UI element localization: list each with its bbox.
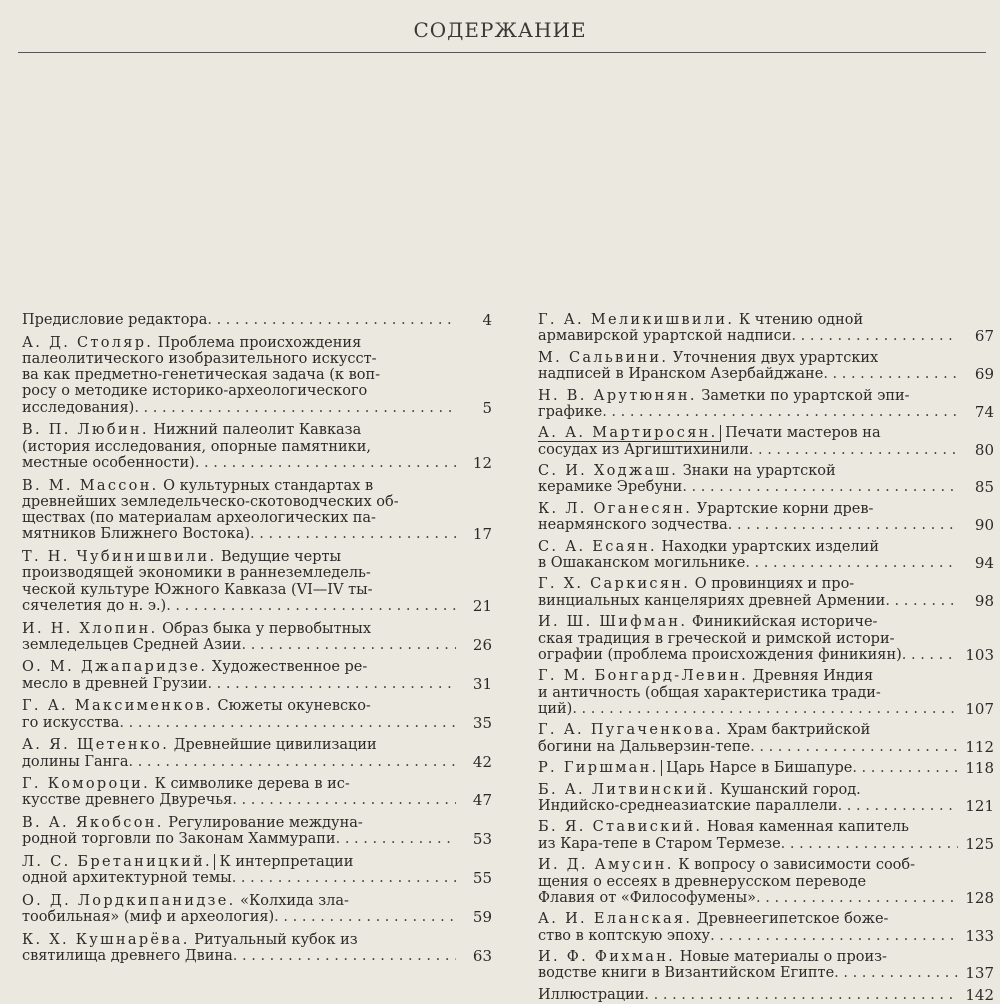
entry-line <box>538 760 958 776</box>
entry-line <box>22 659 456 675</box>
entry-line <box>538 836 958 852</box>
leader-dots <box>781 836 958 852</box>
entry-author: А. Д. Столяр. <box>22 334 154 351</box>
page-number: 26 <box>472 635 492 654</box>
entry-author: Б. А. Литвинский. <box>538 781 716 798</box>
entry-title: ва как предметно-генетическая задача (к воп- <box>22 367 381 384</box>
entry-line <box>22 383 456 399</box>
page-number: 55 <box>472 869 492 888</box>
entry-line <box>22 815 456 831</box>
entry-title: Новая каменная капитель <box>702 819 909 836</box>
entry-line <box>538 798 958 814</box>
entry-author: А. И. Еланская. <box>538 911 693 928</box>
entry-line <box>22 494 456 510</box>
toc-entry[interactable] <box>22 478 492 543</box>
entry-line <box>538 874 958 890</box>
entry-title: Флавия от «Философумены» <box>538 889 757 906</box>
toc-entry[interactable] <box>22 854 492 887</box>
entry-line <box>538 614 958 630</box>
page-number: 42 <box>472 752 492 771</box>
toc-entry[interactable] <box>22 335 492 416</box>
leader-dots <box>710 928 958 944</box>
entry-author: Г. Комороци. <box>22 776 150 793</box>
page-number: 118 <box>965 759 994 778</box>
entry-author: М. Сальвини. <box>538 349 669 366</box>
entry-title: Урартские корни древ- <box>692 500 874 517</box>
entry-title: земледельцев Средней Азии <box>22 636 242 653</box>
leader-dots <box>838 798 958 814</box>
toc-entry[interactable] <box>538 350 994 383</box>
leader-dots <box>902 647 958 663</box>
entry-line <box>538 685 958 701</box>
entry-title: К чтению одной <box>734 312 864 328</box>
entry-title: го искусства <box>22 714 120 731</box>
entry-title: Храм бактрийской <box>722 722 871 739</box>
toc-entry[interactable] <box>538 949 994 982</box>
entry-title: мятников Ближнего Востока) <box>22 526 251 543</box>
entry-author: О. М. Джапаридзе. <box>22 659 208 676</box>
entry-line <box>22 792 456 808</box>
entry-line <box>538 517 958 533</box>
toc-entry[interactable] <box>538 668 994 717</box>
entry-title: Ритуальный кубок из <box>189 931 358 948</box>
entry-author: Н. В. Арутюнян. <box>538 387 697 404</box>
entry-line <box>22 312 456 328</box>
page-number: 59 <box>472 908 492 927</box>
entry-title: Находки урартских изделий <box>656 538 879 555</box>
entry-title: и античность (общая характеристика тради- <box>538 684 881 701</box>
leader-dots <box>852 760 958 776</box>
entry-title: святилища древнего Двина <box>22 947 233 964</box>
page-number: 112 <box>965 737 994 756</box>
page-number: 137 <box>965 964 994 983</box>
entry-line <box>22 526 456 542</box>
page-number: 133 <box>965 926 994 945</box>
page-number: 67 <box>974 327 994 346</box>
leader-dots <box>728 517 958 533</box>
entry-line <box>538 949 958 965</box>
entry-title: родной торговли по Законам Хаммурапи <box>22 831 336 848</box>
entry-title: Предисловие редактора <box>22 312 208 328</box>
entry-title: О провинциях и про- <box>690 576 855 593</box>
entry-line <box>22 715 456 731</box>
entry-line <box>22 351 456 367</box>
entry-title: керамике Эребуни <box>538 479 683 496</box>
leader-dots <box>232 792 456 808</box>
page-number: 94 <box>974 553 994 572</box>
page-number: 4 <box>482 311 492 329</box>
entry-title: Образ быка у первобытных <box>157 620 371 637</box>
entry-author: Л. С. Бретаницкий. <box>22 854 215 870</box>
entry-line <box>538 555 958 571</box>
entry-title: Нижний палеолит Кавказа <box>148 422 362 439</box>
leader-dots <box>834 965 958 981</box>
entry-title: «Колхида зла- <box>235 892 349 909</box>
page-title: СОДЕРЖАНИЕ <box>413 18 587 42</box>
entry-author: А. Я. Щетенко. <box>22 737 170 754</box>
entry-line <box>538 350 958 366</box>
entry-title: производящей экономики в раннеземледель- <box>22 565 371 582</box>
entry-author: Б. Я. Ставиский. <box>538 819 703 836</box>
toc-entry[interactable] <box>538 987 994 1003</box>
entry-title: Иллюстрации <box>538 986 645 1003</box>
entry-line <box>22 422 456 438</box>
leader-dots <box>134 400 456 416</box>
entry-author: С. А. Есаян. <box>538 538 657 555</box>
entry-title: Художественное ре- <box>207 659 368 676</box>
entry-line <box>538 593 958 609</box>
toc-entry[interactable] <box>538 312 994 345</box>
page-number: 12 <box>472 453 492 472</box>
leader-dots <box>745 555 958 571</box>
leader-dots <box>119 715 456 731</box>
entry-line <box>538 965 958 981</box>
entry-title: ская традиция в греческой и римской истори- <box>538 630 895 647</box>
leader-dots <box>823 366 958 382</box>
entry-line <box>22 932 456 948</box>
page-number: 80 <box>974 440 994 459</box>
page-number: 142 <box>965 985 994 1004</box>
entry-line <box>22 854 456 870</box>
page-number: 74 <box>974 402 994 421</box>
toc-entry[interactable] <box>22 932 492 965</box>
entry-title: Регулирование междуна- <box>163 814 363 831</box>
entry-title: Знаки на урартской <box>678 463 836 480</box>
entry-line <box>538 404 958 420</box>
entry-line <box>22 510 456 526</box>
entry-line <box>538 312 958 328</box>
entry-line <box>22 776 456 792</box>
toc-entry[interactable] <box>22 621 492 654</box>
entry-line <box>538 366 958 382</box>
entry-title: одной архитектурной темы <box>22 870 232 887</box>
entry-title: сячелетия до н. э.) <box>22 597 167 614</box>
entry-title: Древнейшие цивилизации <box>169 737 377 754</box>
toc-entry[interactable] <box>538 857 994 906</box>
leader-dots <box>207 676 456 692</box>
entry-author: О. Д. Лордкипанидзе. <box>22 892 236 909</box>
entry-title: К вопросу о зависимости сооб- <box>673 857 916 874</box>
entry-line <box>22 582 456 598</box>
entry-line <box>22 948 456 964</box>
entry-line <box>538 539 958 555</box>
entry-line <box>538 739 958 755</box>
toc-entry[interactable] <box>538 388 994 421</box>
entry-title: богини на Дальверзин-тепе <box>538 738 751 755</box>
leader-dots <box>274 909 456 925</box>
entry-line <box>22 455 456 471</box>
toc-entry[interactable] <box>538 819 994 852</box>
entry-title: ческой культуре Южного Кавказа (VI—IV ты- <box>22 581 373 598</box>
entry-title: Царь Нарсе в Бишапуре <box>661 760 853 777</box>
entry-line <box>538 328 958 344</box>
entry-title: Новые материалы о произ- <box>675 949 887 966</box>
leader-dots <box>250 526 456 542</box>
leader-dots <box>232 870 456 886</box>
page-number: 53 <box>472 830 492 849</box>
leader-dots <box>602 404 958 420</box>
page-number: 121 <box>965 796 994 815</box>
entry-author: А. А. Мартиросян. <box>538 425 721 441</box>
entry-line <box>22 909 456 925</box>
entry-line <box>22 870 456 886</box>
page-number: 69 <box>974 365 994 384</box>
toc-entry[interactable] <box>22 698 492 731</box>
toc-entry[interactable] <box>22 815 492 848</box>
entry-line <box>538 668 958 684</box>
entry-title: Ведущие черты <box>216 549 342 566</box>
leader-dots <box>207 312 456 328</box>
entry-line <box>538 782 958 798</box>
entry-author: Г. Х. Саркисян. <box>538 576 691 593</box>
page-number: 21 <box>472 596 492 615</box>
page-number: 90 <box>974 516 994 535</box>
toc-entry[interactable] <box>538 463 994 496</box>
title-rule <box>18 52 986 53</box>
toc-entry[interactable] <box>538 539 994 572</box>
entry-author: Г. А. Меликишвили. <box>538 312 735 328</box>
entry-line <box>22 549 456 565</box>
entry-title: кусстве древнего Двуречья <box>22 792 233 809</box>
toc-entry[interactable] <box>22 893 492 926</box>
entry-title: тообильная» (миф и археология) <box>22 909 275 926</box>
entry-author: Г. А. Максименков. <box>22 698 213 715</box>
entry-title: Финикийская историче- <box>687 614 878 631</box>
entry-author: В. М. Массон. <box>22 477 159 494</box>
leader-dots <box>572 701 958 717</box>
toc-entry[interactable] <box>538 425 994 458</box>
entry-line <box>538 928 958 944</box>
entry-line <box>22 565 456 581</box>
entry-title: надписей в Иранском Азербайджане <box>538 366 824 383</box>
leader-dots <box>885 593 958 609</box>
entry-line <box>22 478 456 494</box>
page-number: 31 <box>472 674 492 693</box>
toc-entry[interactable] <box>538 760 994 776</box>
entry-line <box>22 598 456 614</box>
leader-dots <box>644 987 958 1003</box>
entry-line <box>538 631 958 647</box>
leader-dots <box>750 739 958 755</box>
entry-title: сосудах из Аргиштихинили <box>538 441 749 458</box>
entry-title: Заметки по урартской эпи- <box>696 387 910 404</box>
entry-line <box>538 987 958 1003</box>
page-number: 103 <box>965 645 994 664</box>
entry-title: Печати мастеров на <box>720 425 881 442</box>
toc-entry[interactable] <box>538 614 994 663</box>
entry-title: армавирской урартской надписи <box>538 328 792 345</box>
entry-title: месло в древней Грузии <box>22 675 208 692</box>
entry-author: В. П. Любин. <box>22 422 149 439</box>
entry-title: в Ошаканском могильнике <box>538 554 746 571</box>
entry-title: местные особенности) <box>22 454 195 471</box>
entry-line <box>538 722 958 738</box>
entry-title: К интерпретации <box>214 853 354 870</box>
leader-dots <box>756 890 958 906</box>
entry-line <box>538 479 958 495</box>
entry-line <box>22 637 456 653</box>
entry-line <box>22 367 456 383</box>
page-number: 85 <box>974 478 994 497</box>
entry-line <box>22 676 456 692</box>
page-number: 98 <box>974 591 994 610</box>
toc-entry[interactable] <box>538 576 994 609</box>
entry-line <box>22 335 456 351</box>
leader-dots <box>166 598 456 614</box>
entry-title: неармянского зодчества <box>538 517 728 534</box>
entry-line <box>22 439 456 455</box>
entry-line <box>538 857 958 873</box>
entry-line <box>538 576 958 592</box>
toc-column-right <box>538 312 994 1003</box>
entry-line <box>538 701 958 717</box>
entry-title: исследования) <box>22 399 135 416</box>
toc-entry[interactable] <box>538 782 994 815</box>
entry-title: древнейших земледельческо-скотоводческих об- <box>22 493 399 510</box>
entry-line <box>22 754 456 770</box>
entry-title: ществах (по материалам археологических па- <box>22 510 376 527</box>
entry-title: ство в коптскую эпоху <box>538 927 711 944</box>
entry-title: Сюжеты окуневско- <box>212 698 371 715</box>
entry-title: Индийско-среднеазиатские параллели <box>538 797 838 814</box>
entry-title: Кушанский город. <box>715 781 861 798</box>
toc-entry[interactable] <box>538 501 994 534</box>
leader-dots <box>195 455 456 471</box>
page-number: 128 <box>965 888 994 907</box>
entry-title: Проблема происхождения <box>153 334 362 351</box>
entry-title: Древнеегипетское боже- <box>692 911 889 928</box>
toc-entry[interactable] <box>22 312 492 328</box>
entry-title: винциальных канцеляриях древней Армении <box>538 592 886 609</box>
entry-title: Уточнения двух урартских <box>668 349 879 366</box>
entry-author: В. А. Якобсон. <box>22 814 164 831</box>
toc-entry[interactable] <box>22 737 492 770</box>
entry-title: графике <box>538 403 603 420</box>
leader-dots <box>129 754 457 770</box>
page-number: 17 <box>472 525 492 544</box>
leader-dots <box>749 442 958 458</box>
entry-author: Г. М. Бонгард-Левин. <box>538 668 749 685</box>
entry-author: С. И. Ходжаш. <box>538 463 679 480</box>
toc-entry[interactable] <box>538 911 994 944</box>
entry-line <box>22 400 456 416</box>
entry-title: долины Ганга <box>22 753 129 770</box>
entry-line <box>22 831 456 847</box>
entry-title: (история исследования, опорные памятники, <box>22 438 371 455</box>
entry-author: К. Л. Оганесян. <box>538 500 693 517</box>
entry-title: из Кара-тепе в Старом Термезе <box>538 835 781 852</box>
entry-line <box>538 463 958 479</box>
entry-line <box>538 425 958 441</box>
entry-line <box>538 647 958 663</box>
toc-entry[interactable] <box>22 422 492 471</box>
entry-line <box>22 893 456 909</box>
entry-author: И. Н. Хлопин. <box>22 620 158 637</box>
entry-title: водстве книги в Византийском Египте <box>538 965 835 982</box>
entry-author: К. Х. Кушнарёва. <box>22 931 190 948</box>
entry-line <box>538 388 958 404</box>
leader-dots <box>233 948 456 964</box>
toc-entry[interactable] <box>538 722 994 755</box>
toc-entry[interactable] <box>22 549 492 614</box>
entry-title: ографии (проблема происхождения финикиян) <box>538 646 902 663</box>
entry-title: росу о методике историко-археологического <box>22 383 368 400</box>
page-number: 35 <box>472 713 492 732</box>
entry-line <box>22 698 456 714</box>
entry-line <box>538 501 958 517</box>
page-number: 125 <box>965 834 994 853</box>
entry-author: И. Д. Амусин. <box>538 857 674 874</box>
entry-line <box>538 819 958 835</box>
page-number: 5 <box>482 398 492 417</box>
entry-line <box>538 911 958 927</box>
entry-title: К символике дерева в ис- <box>150 776 350 793</box>
entry-line <box>538 442 958 458</box>
entry-title: ций) <box>538 700 573 717</box>
leader-dots <box>791 328 958 344</box>
toc-column-left <box>22 312 492 964</box>
entry-line <box>22 737 456 753</box>
leader-dots <box>336 831 456 847</box>
toc-entry[interactable] <box>22 776 492 809</box>
entry-title: щения о ессеях в древнерусском переводе <box>538 873 867 890</box>
page-number: 63 <box>472 946 492 965</box>
entry-line <box>22 621 456 637</box>
page-number: 47 <box>472 791 492 810</box>
entry-author: Г. А. Пугаченкова. <box>538 722 723 739</box>
page-number: 107 <box>965 699 994 718</box>
entry-title: палеолитического изобразительного искусст- <box>22 350 377 367</box>
entry-author: И. Ш. Шифман. <box>538 614 688 631</box>
entry-line <box>538 890 958 906</box>
entry-title: Древняя Индия <box>748 668 874 685</box>
entry-author: И. Ф. Фихман. <box>538 949 676 966</box>
leader-dots <box>241 637 456 653</box>
leader-dots <box>682 479 958 495</box>
toc-entry[interactable] <box>22 659 492 692</box>
entry-author: Т. Н. Чубинишвили. <box>22 549 217 566</box>
entry-title: О культурных стандартах в <box>158 477 374 494</box>
entry-author: Р. Гиршман. <box>538 760 662 776</box>
